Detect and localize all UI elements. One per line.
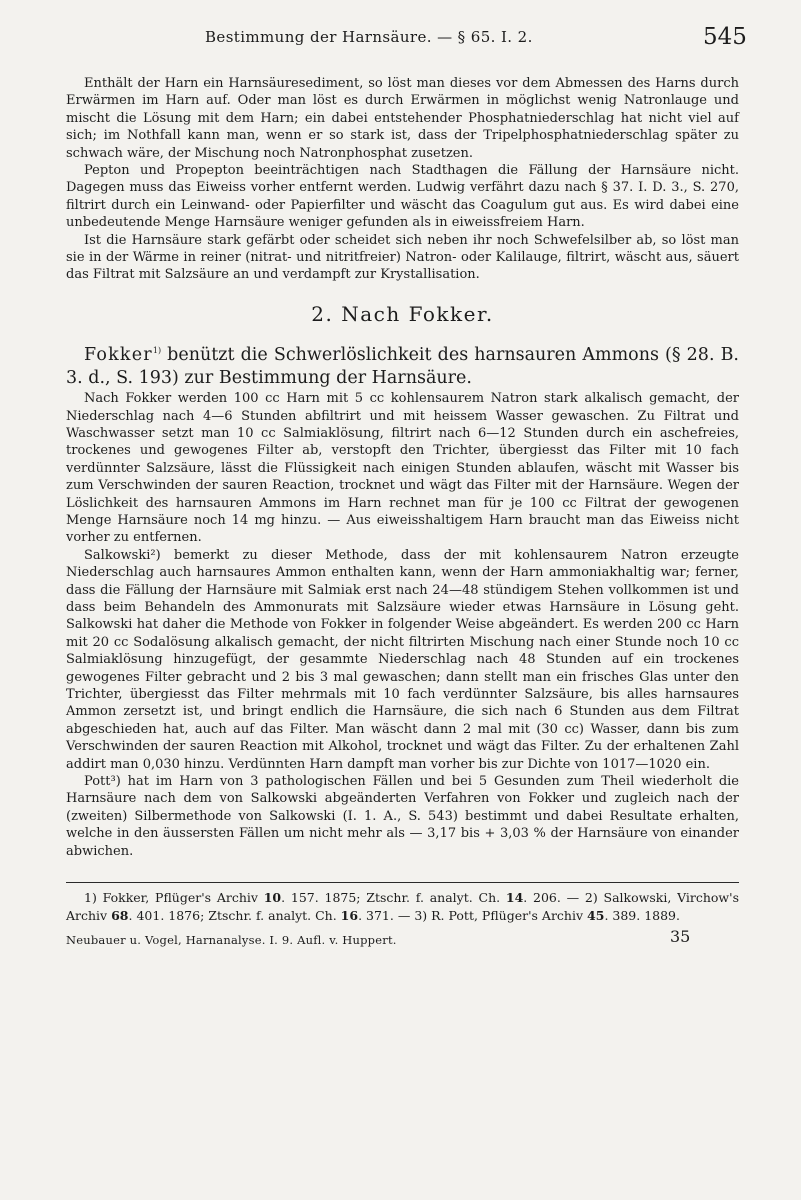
footnote-author: Salkowski, Virchow's Archiv bbox=[66, 890, 739, 923]
page-number: 545 bbox=[703, 24, 747, 50]
lead-text: benützt die Schwerlöslichkeit des harnsauren Ammons (§ 28. B. 3. d., S. 193) zur Bestimmung der Harnsäure. bbox=[66, 345, 739, 389]
paragraph: Ist die Harnsäure stark gefärbt oder scheidet sich neben ihr noch Schwefelsilber ab, so löst man sie in der Wärme in reiner (nitrat- und nitritfreier) Natron- oder Kalilauge, filtrirt, wäscht aus, säuert das Filtrat mit Salzsäure an und verdampft zur Krystallisation. bbox=[66, 232, 739, 283]
footnote-text: . 206. bbox=[523, 890, 561, 906]
signature-mark: 35 bbox=[670, 927, 691, 947]
footnote-marker: — 3) bbox=[397, 907, 428, 923]
footnote-3 bbox=[398, 908, 680, 923]
footnote-volume: 16 bbox=[340, 907, 359, 923]
footnote-text: . 389. 1889. bbox=[604, 907, 680, 923]
footnote-rule bbox=[66, 882, 739, 883]
footnote-text: . 157. 1875; Ztschr. f. analyt. Ch. bbox=[281, 890, 506, 906]
paragraph: Enthält der Harn ein Harnsäuresediment, so löst man dieses vor dem Abmessen des Harns durch Erwärmen im Harn auf. Oder man löst es durch Erwärmen in möglichst wenig Natronlauge und mischt die Lösung mit dem Harn; ein dabei entstehender Phosphatniederschlag hat nicht viel auf sich; im Nothfall kann man, wenn er so stark ist, dass der Tripelphosphatniederschlag später zu schwach wäre, der Mischung noch Natronphosphat zusetzen. bbox=[66, 76, 739, 161]
running-head: Bestimmung der Harnsäure. — § 65. I. 2. bbox=[205, 28, 533, 46]
lead-author: Fokker bbox=[84, 345, 153, 366]
signature-line bbox=[66, 928, 739, 952]
footnote-1 bbox=[84, 890, 561, 905]
footnote-ref: 1) bbox=[152, 346, 162, 356]
paragraph: Salkowski²) bemerkt zu dieser Methode, dass der mit kohlensaurem Natron erzeugte Niederschlag auch harnsaures Ammon enthalten kann, wenn der Harn ammoniakhaltig war; ferner, dass die Fällung der Harnsäure mit Salmiak erst nach 24—48 stündigem Stehen vollkommen ist und dass beim Behandeln des Ammonurats mit Salzsäure wieder etwas Harnsäure in Lösung geht. Salkowski hat daher die Methode von Fokker in folgender Weise abgeändert. Es werden 200 cc Harn mit 20 cc Sodalösung alkalisch gemacht, der nicht filtrirten Mischung nach einer Stunde noch 10 cc Salmiaklösung hinzugefügt, der gesammte Niederschlag nach 48 Stunden auf ein trockenes gewogenes Filter gebracht und 2 bis 3 mal gewaschen; dann stellt man ein frisches Glas unter den Trichter, übergiesst das Filter mehrmals mit 10 fach verdünnter Salzsäure, bis alles harnsaures Ammon zersetzt ist, und bringt endlich die Harnsäure, die sich nach 6 Stunden aus dem Filtrat abgeschieden hat, auch auf das Filter. Man wäscht dann 2 mal mit (30 cc) Wasser, dann bis zum Verschwinden der sauren Reaction mit Alkohol, trocknet und wägt das Filter. Zu der erhaltenen Zahl addirt man 0,030 hinzu. Verdünnten Harn dampft man vorher bis zur Dichte von 1017—1020 ein. bbox=[66, 547, 739, 772]
footnote-marker: 1) bbox=[84, 890, 97, 906]
publisher-line: Neubauer u. Vogel, Harnanalyse. I. 9. Aufl. v. Huppert. bbox=[66, 933, 397, 948]
footnote-volume: 68 bbox=[111, 907, 129, 923]
paragraph: Pott³) hat im Harn von 3 pathologischen Fällen und bei 5 Gesunden zum Theil wiederholt die Harnsäure nach dem von Salkowski abgeänderten Verfahren von Fokker und zugleich nach der (zweiten) Silbermethode von Salkowski (I. 1. A., S. 543) bestimmt und dabei Resultate erhalten, welche in den äussersten Fällen um nicht mehr als — 3,17 bis + 3,03 % der Harnsäure von einander abwichen. bbox=[66, 774, 739, 859]
footnote-marker: — 2) bbox=[566, 890, 598, 906]
footnote-volume: 45 bbox=[587, 907, 605, 923]
footnote-text: . 371. bbox=[358, 907, 394, 923]
footnote-author: R. Pott, Pflüger's Archiv bbox=[431, 907, 584, 923]
footnote-text: . 401. 1876; Ztschr. f. analyt. Ch. bbox=[128, 907, 341, 923]
footnote-volume: 14 bbox=[505, 890, 524, 906]
page-body bbox=[66, 75, 739, 952]
footnote-block bbox=[66, 889, 739, 924]
paragraph: Pepton und Propepton beeinträchtigen nach Stadthagen die Fällung der Harnsäure nicht. Dagegen muss das Eiweiss vorher entfernt werden. Ludwig verfährt dazu nach § 37. I. D. 3., S. 270, filtrirt durch ein Leinwand- oder Papierfilter und wäscht das Coagulum gut aus. Es wird dabei eine unbedeutende Menge Harnsäure weniger gefunden als in eiweissfreiem Harn. bbox=[66, 163, 739, 231]
footnote-volume: 10 bbox=[263, 890, 282, 906]
paragraph: Nach Fokker werden 100 cc Harn mit 5 cc kohlensaurem Natron stark alkalisch gemacht, der Niederschlag nach 4—6 Stunden abfiltrirt und mit heissem Wasser gewaschen. Zu Filtrat und Waschwasser setzt man 10 cc Salmiaklösung, filtrirt nach 6—12 Stunden durch ein aschefreies, trockenes und gewogenes Filter ab, verstopft den Trichter, übergiesst das Filter mit 10 fach verdünnter Salzsäure, lässt die Flüssigkeit nach einigen Stunden ablaufen, wäscht mit Wasser bis zum Verschwinden der sauren Reaction, trocknet und wägt das Filter mit der Harnsäure. Wegen der Löslichkeit des harnsauren Ammons im Harn rechnet man für je 100 cc Filtrat der gewogenen Menge Harnsäure noch 14 mg hinzu. — Aus eiweisshaltigem Harn braucht man das Eiweiss nicht vorher zu entfernen. bbox=[66, 391, 739, 546]
footnotes bbox=[66, 889, 739, 924]
page-header bbox=[0, 24, 801, 60]
section-lead-paragraph bbox=[66, 339, 739, 390]
section-heading: 2. Nach Fokker. bbox=[311, 301, 494, 326]
footnote-author: Fokker, Pflüger's Archiv bbox=[102, 890, 258, 906]
